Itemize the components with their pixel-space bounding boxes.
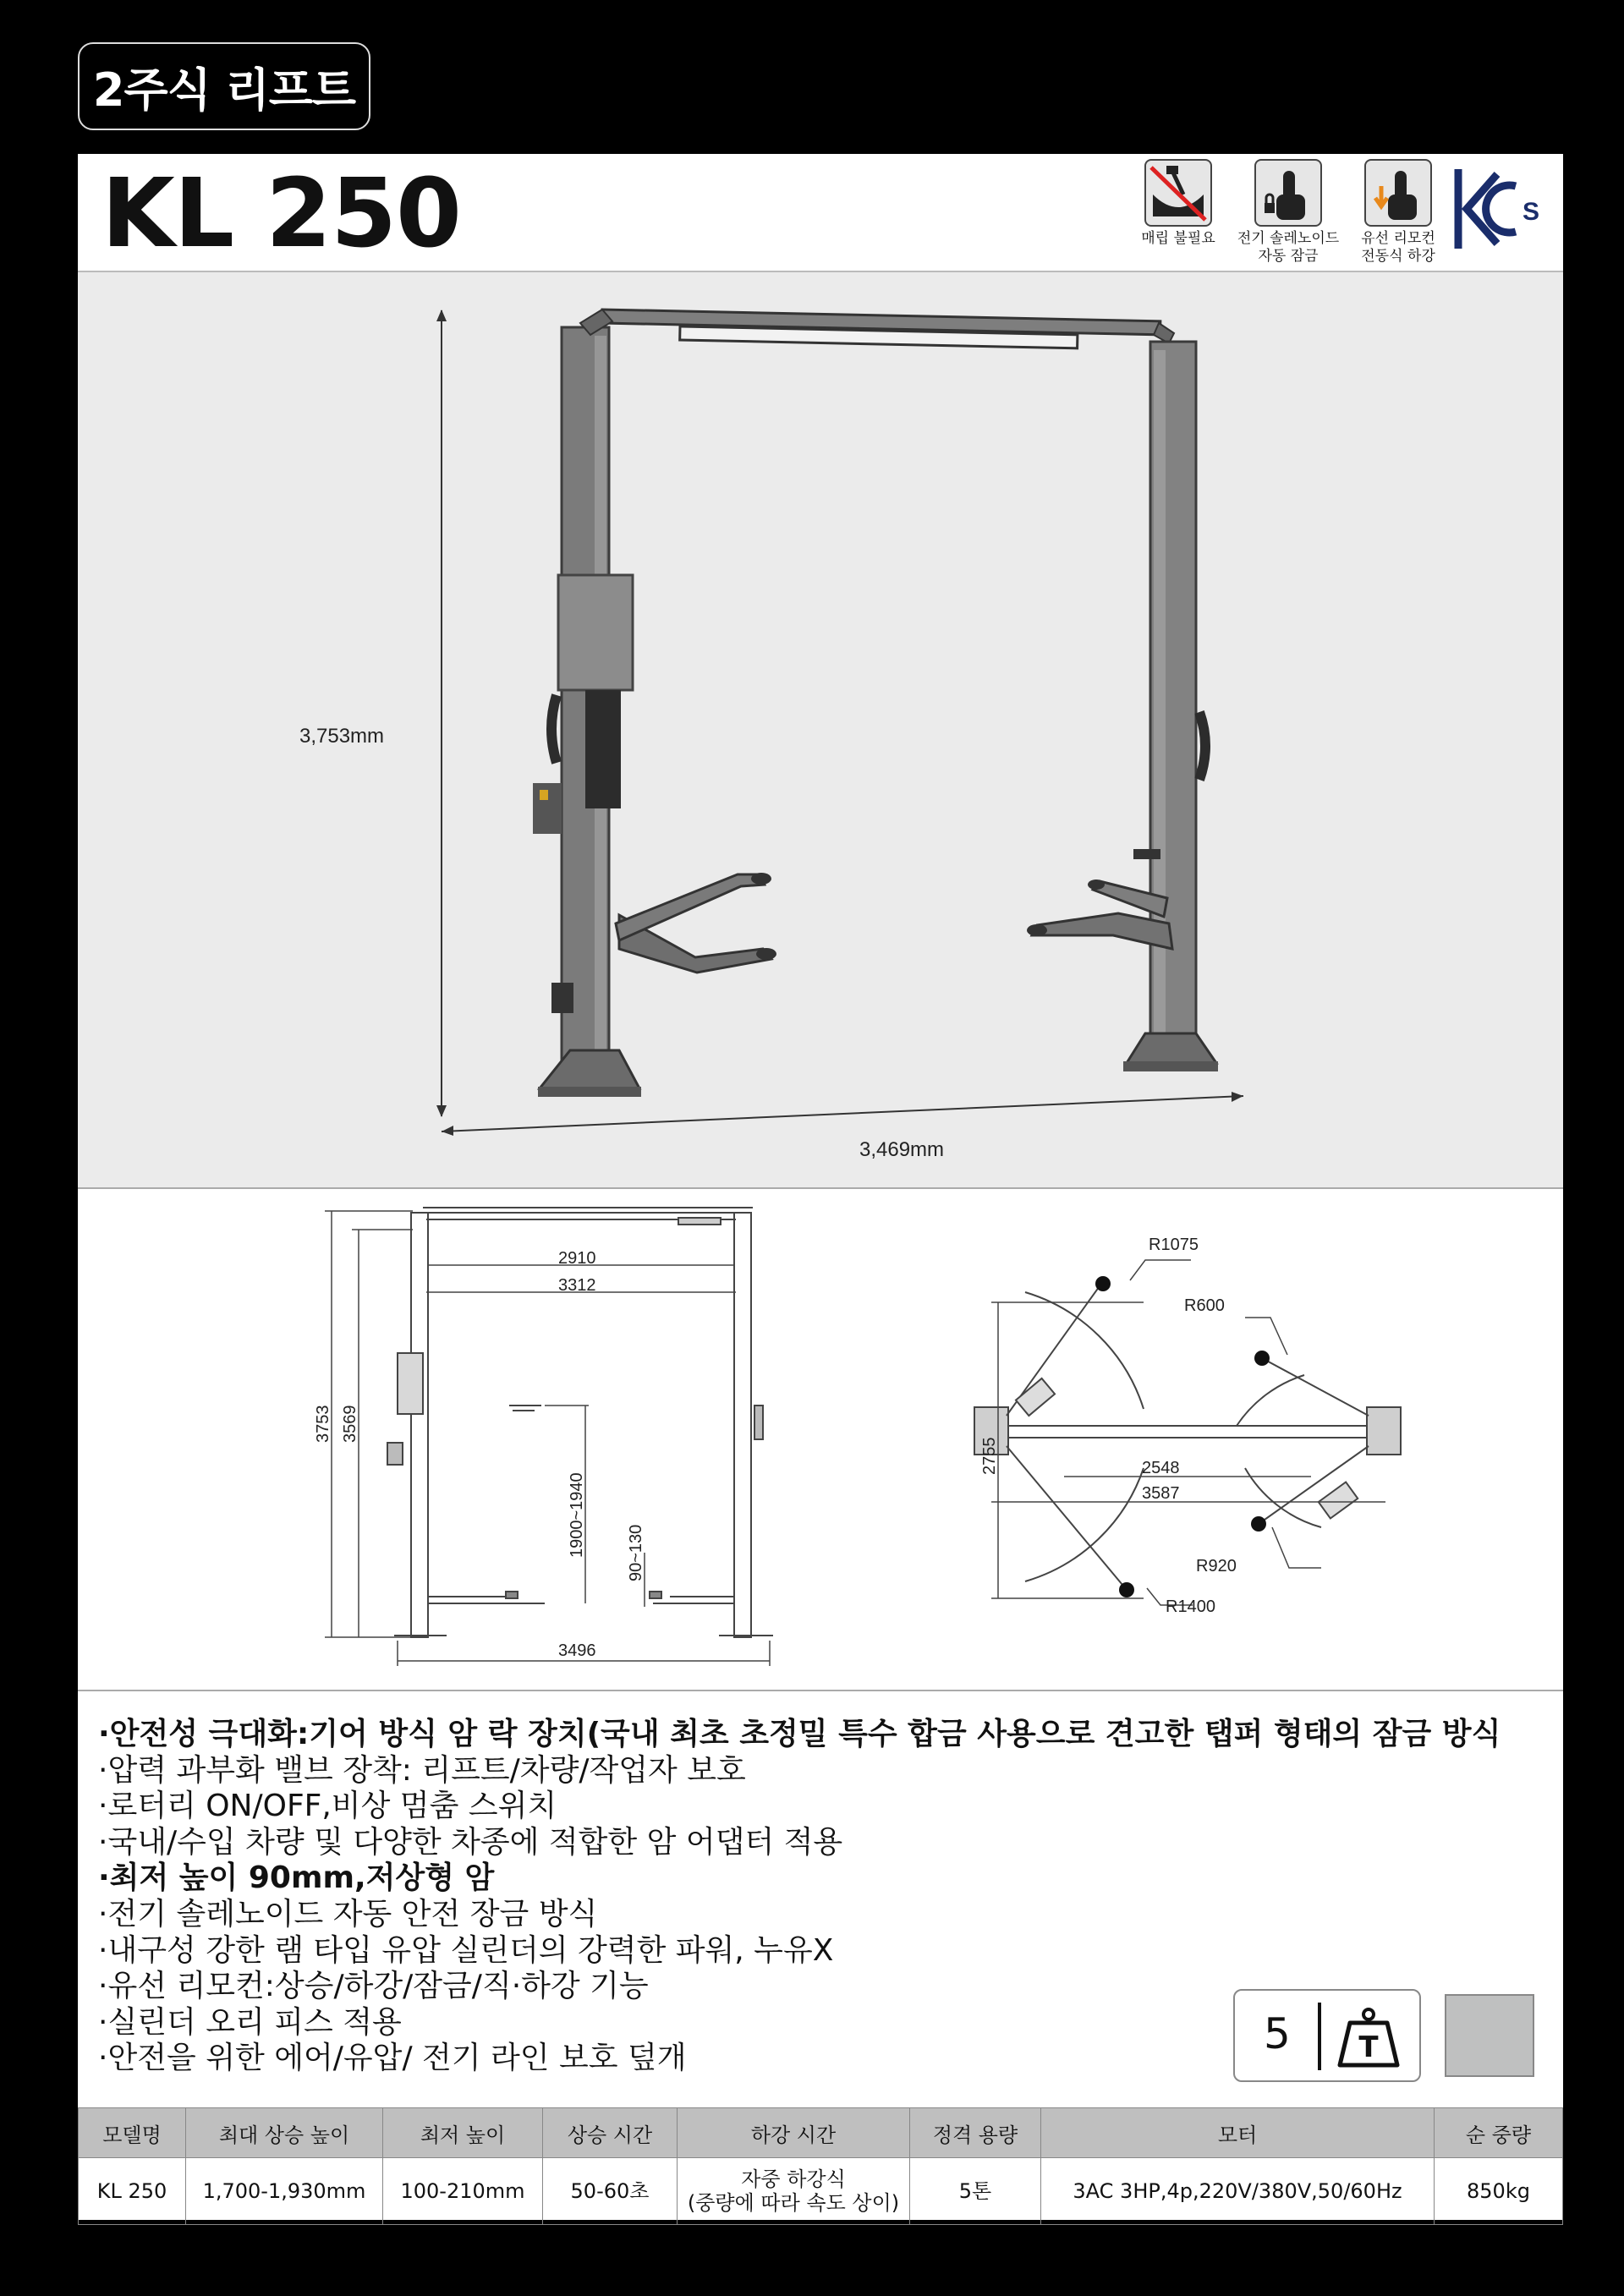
spec-table-header-row bbox=[79, 2108, 1563, 2158]
col-capacity: 정격 용량 bbox=[910, 2108, 1041, 2158]
front-dim-2910: 2910 bbox=[558, 1249, 596, 1268]
kcs-mark-text: S bbox=[1522, 198, 1540, 226]
top-dim-r1400: R1400 bbox=[1166, 1597, 1215, 1616]
feature-item: ·실린더 오리 피스 적용 bbox=[98, 2004, 402, 2040]
feature-item: ·최저 높이 90mm,저상형 암 bbox=[98, 1860, 495, 1896]
feature-no-pit: 매립 불필요 bbox=[1123, 159, 1233, 248]
table-row bbox=[79, 2158, 1563, 2225]
feature-item: ·국내/수입 차량 및 다양한 차종에 적합한 암 어댑터 적용 bbox=[98, 1824, 843, 1860]
capacity-divider bbox=[1318, 2003, 1321, 2070]
capacity-badge bbox=[1233, 1989, 1421, 2082]
product-sheet bbox=[78, 154, 1563, 2220]
top-dim-r920: R920 bbox=[1196, 1557, 1237, 1575]
top-dim-3587: 3587 bbox=[1142, 1484, 1180, 1503]
top-view-drawing bbox=[974, 1284, 1401, 1590]
technical-drawings bbox=[78, 1189, 1563, 1691]
product-image bbox=[78, 272, 1563, 1189]
feature-remote-lower: 유선 리모컨 전동식 하강 bbox=[1343, 159, 1453, 266]
cell-model: KL 250 bbox=[79, 2158, 186, 2225]
col-min-height: 최저 높이 bbox=[383, 2108, 543, 2158]
spec-table bbox=[78, 2107, 1563, 2225]
col-motor: 모터 bbox=[1041, 2108, 1435, 2158]
category-badge: 2주식 리프트 bbox=[78, 42, 370, 130]
front-dim-3569: 3569 bbox=[341, 1405, 359, 1443]
header bbox=[78, 154, 1563, 272]
height-dimension-label: 3,753mm bbox=[299, 725, 385, 748]
cell-min-height: 100-210mm bbox=[383, 2158, 543, 2225]
remote-lower-icon bbox=[1364, 159, 1432, 227]
feature-solenoid-lock: 전기 솔레노이드 자동 잠금 bbox=[1233, 159, 1343, 266]
feature-list bbox=[98, 1717, 1501, 2077]
top-dim-2755: 2755 bbox=[980, 1437, 999, 1475]
solenoid-lock-icon bbox=[1254, 159, 1322, 227]
top-dim-r1075: R1075 bbox=[1149, 1236, 1199, 1254]
kcs-mark-icon bbox=[1450, 162, 1543, 255]
front-dim-90-130: 90~130 bbox=[627, 1524, 645, 1581]
front-dim-3312: 3312 bbox=[558, 1276, 596, 1295]
top-dim-2548: 2548 bbox=[1142, 1459, 1180, 1477]
col-weight: 순 중량 bbox=[1435, 2108, 1563, 2158]
no-pit-icon bbox=[1144, 159, 1212, 227]
col-rise-time: 상승 시간 bbox=[543, 2108, 678, 2158]
feature-item: ·안전을 위한 에어/유압/ 전기 라인 보호 덮개 bbox=[98, 2041, 687, 2076]
cell-lower-time: 자중 하강식 (중량에 따라 속도 상이) bbox=[678, 2158, 910, 2225]
col-lower-time: 하강 시간 bbox=[678, 2108, 910, 2158]
capacity-value: 5 bbox=[1264, 2009, 1291, 2058]
feature-item: ·전기 솔레노이드 자동 안전 장금 방식 bbox=[98, 1896, 598, 1932]
cell-motor: 3AC 3HP,4p,220V/380V,50/60Hz bbox=[1041, 2158, 1435, 2225]
feature-item: ·로터리 ON/OFF,비상 멈춤 스위치 bbox=[98, 1789, 557, 1824]
feature-item: ·내구성 강한 램 타입 유압 실린더의 강력한 파워, 누유X bbox=[98, 1932, 834, 1968]
front-view-drawing bbox=[387, 1208, 773, 1637]
feature-item: ·안전성 극대화:기어 방식 암 락 장치(국내 최초 초정밀 특수 합금 사용으로 견고한 탭퍼 형태의 잠금 방식 bbox=[98, 1717, 1501, 1751]
col-model: 모델명 bbox=[79, 2108, 186, 2158]
color-swatch bbox=[1445, 1994, 1534, 2077]
width-dimension-label: 3,469mm bbox=[859, 1138, 945, 1161]
top-dim-r600: R600 bbox=[1184, 1296, 1225, 1315]
weight-ton-letter: T bbox=[1358, 2030, 1379, 2064]
cell-rise-time: 50-60초 bbox=[543, 2158, 678, 2225]
front-dim-3753: 3753 bbox=[314, 1405, 332, 1443]
col-max-height: 최대 상승 높이 bbox=[186, 2108, 383, 2158]
cell-capacity: 5톤 bbox=[910, 2158, 1041, 2225]
front-dim-1900-1940: 1900~1940 bbox=[568, 1472, 586, 1558]
front-dim-3496: 3496 bbox=[558, 1641, 596, 1660]
feature-item: ·압력 과부화 밸브 장착: 리프트/차량/작업자 보호 bbox=[98, 1752, 746, 1788]
cell-weight: 850kg bbox=[1435, 2158, 1563, 2225]
cell-max-height: 1,700-1,930mm bbox=[186, 2158, 383, 2225]
weight-ton-icon bbox=[1335, 2006, 1402, 2074]
feature-item: ·유선 리모컨:상승/하강/잠금/직·하강 기능 bbox=[98, 1969, 649, 2004]
model-title: KL 250 bbox=[102, 159, 461, 269]
